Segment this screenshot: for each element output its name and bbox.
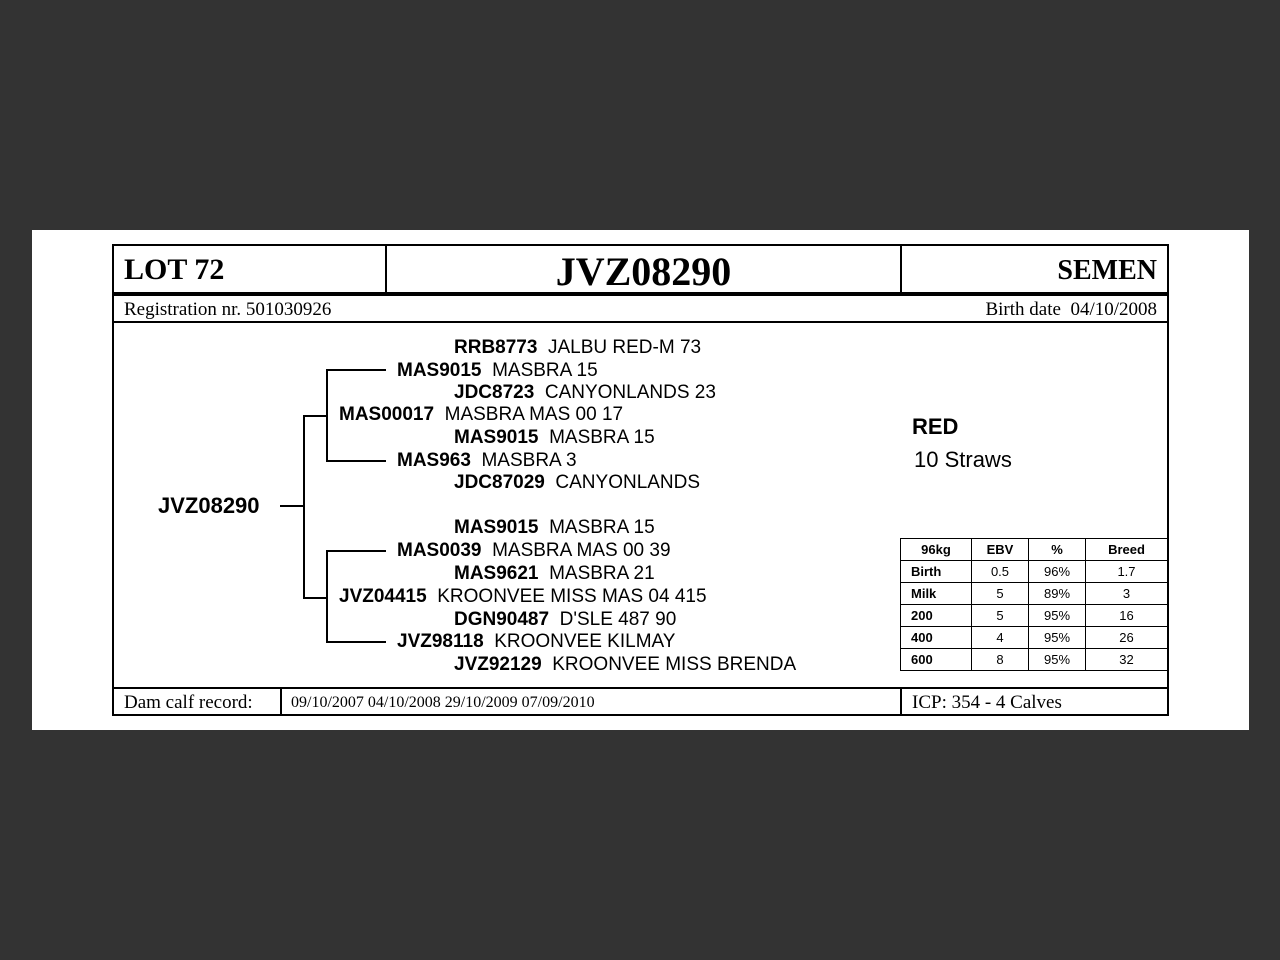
sire-trunk [326, 369, 328, 462]
dam-branch [303, 597, 327, 599]
pedigree-sire-dam: MAS963 MASBRA 3 [397, 450, 577, 471]
birth-date [985, 299, 1157, 321]
pedigree-sire: MAS00017 MASBRA MAS 00 17 [339, 404, 624, 425]
icp-summary: ICP: 354 - 4 Calves [912, 692, 1062, 713]
registration-row [112, 294, 1169, 323]
pedigree-dam: JVZ04415 KROONVEE MISS MAS 04 415 [339, 586, 707, 607]
ebv-header-cell: 96kg [901, 539, 972, 561]
ebv-row-label: 400 [901, 627, 972, 649]
pedigree-dam-dam-dam: JVZ92129 KROONVEE MISS BRENDA [454, 654, 797, 675]
ebv-row-label: Birth [901, 561, 972, 583]
ebv-header-cell: Breed [1086, 539, 1168, 561]
sire-branch [303, 415, 327, 417]
animal-id-title: JVZ08290 [555, 249, 732, 294]
pedigree-sire-sire-dam: JDC8723 CANYONLANDS 23 [454, 382, 716, 403]
lot-cell [112, 244, 387, 294]
product-type: SEMEN [1057, 255, 1157, 286]
pedigree-dam-sire-dam: MAS9621 MASBRA 21 [454, 563, 655, 584]
ebv-row-600 [901, 649, 1168, 671]
ebv-accuracy: 96% [1029, 561, 1086, 583]
ebv-row-milk [901, 583, 1168, 605]
ebv-value: 5 [972, 583, 1029, 605]
ebv-row-400 [901, 627, 1168, 649]
ebv-accuracy: 95% [1029, 627, 1086, 649]
pedigree-subject: JVZ08290 [158, 493, 260, 518]
pedigree-dam-sire-sire: MAS9015 MASBRA 15 [454, 517, 655, 538]
registration-number: Registration nr. 501030926 [124, 299, 332, 320]
pedigree-sire-dam-dam: JDC87029 CANYONLANDS [454, 472, 701, 493]
dam-calf-record-dates-cell [280, 687, 902, 716]
birth-date-label: Birth date [985, 299, 1061, 320]
ebv-value: 4 [972, 627, 1029, 649]
pedigree-sire-dam-sire: MAS9015 MASBRA 15 [454, 427, 655, 448]
dam-sire-branch [326, 550, 386, 552]
ebv-header-row [901, 539, 1168, 561]
pedigree-sire-sire-sire: RRB8773 JALBU RED-M 73 [454, 337, 702, 358]
ebv-breed: 32 [1086, 649, 1168, 671]
dam-calf-record-dates: 09/10/2007 04/10/2008 29/10/2009 07/09/2010 [291, 694, 595, 711]
ebv-breed: 3 [1086, 583, 1168, 605]
lot-sheet [32, 230, 1249, 730]
dam-calf-record-label-cell [112, 687, 282, 716]
ebv-row-label: 600 [901, 649, 972, 671]
ebv-row-birth [901, 561, 1168, 583]
ebv-value: 5 [972, 605, 1029, 627]
ebv-row-label: Milk [901, 583, 972, 605]
sire-sire-branch [326, 369, 386, 371]
dam-trunk [326, 550, 328, 643]
ebv-value: 0.5 [972, 561, 1029, 583]
birth-date-value: 04/10/2008 [1070, 299, 1157, 320]
ebv-header-cell: % [1029, 539, 1086, 561]
icp-cell [900, 687, 1169, 716]
animal-id-cell [385, 244, 902, 294]
ebv-accuracy: 95% [1029, 649, 1086, 671]
pedigree-dam-dam: JVZ98118 KROONVEE KILMAY [397, 631, 676, 652]
ebv-header-cell: EBV [972, 539, 1029, 561]
ebv-breed: 1.7 [1086, 561, 1168, 583]
ebv-breed: 16 [1086, 605, 1168, 627]
product-cell [900, 244, 1169, 294]
subject-connector [280, 505, 304, 507]
ebv-accuracy: 89% [1029, 583, 1086, 605]
ebv-accuracy: 95% [1029, 605, 1086, 627]
straws-count: 10 Straws [914, 447, 1012, 472]
lot-number: LOT 72 [124, 253, 225, 286]
ebv-table [900, 538, 1168, 671]
ebv-row-label: 200 [901, 605, 972, 627]
color-label: RED [912, 414, 959, 439]
ebv-value: 8 [972, 649, 1029, 671]
dam-calf-record-label: Dam calf record: [124, 692, 253, 713]
pedigree-sire-sire: MAS9015 MASBRA 15 [397, 360, 598, 381]
sire-dam-branch [326, 460, 386, 462]
pedigree-dam-sire: MAS0039 MASBRA MAS 00 39 [397, 540, 671, 561]
pedigree-dam-dam-sire: DGN90487 D'SLE 487 90 [454, 609, 677, 630]
ebv-row-200 [901, 605, 1168, 627]
ebv-breed: 26 [1086, 627, 1168, 649]
dam-dam-branch [326, 641, 386, 643]
main-trunk [303, 415, 305, 599]
